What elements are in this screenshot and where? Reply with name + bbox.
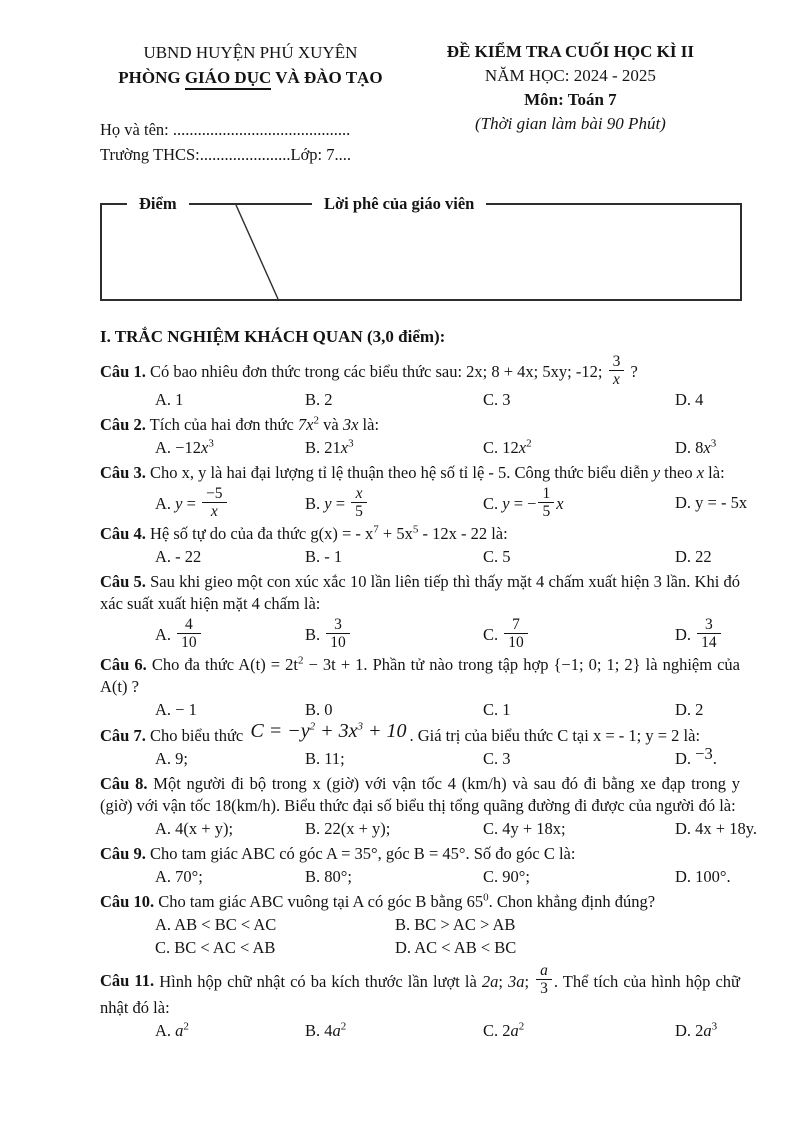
answer-options	[100, 437, 740, 459]
answer-options	[100, 699, 740, 721]
question-text: Cho x, y là hai đại lượng tỉ lệ thuận theo hệ số tỉ lệ - 5. Công thức biểu diễn y theo x là:	[145, 463, 725, 483]
answer-option: C. $2a^2$	[483, 1020, 525, 1041]
question-text: Hình hộp chữ nhật có ba kích thước lần lượt là 2a; 3a; $\frac{a}{3}$ . Thể tích của hình hộp chữ nhật đó là:	[100, 962, 740, 1018]
question-paragraph	[100, 414, 740, 436]
answer-option: A. $a^2$	[155, 1020, 189, 1041]
answer-option: C. 3	[483, 390, 511, 410]
answer-option: D. y = - 5x	[675, 492, 748, 512]
student-name-line: Họ và tên: ...........................................	[100, 120, 351, 139]
question-text: Cho biểu thức $C = -y^2 + 3x^3 + 10$ . Giá trị của biểu thức C tại x = - 1; y = 2 là:	[145, 720, 701, 746]
answer-option: B. - 1	[305, 547, 343, 567]
answer-options	[100, 866, 740, 888]
answer-option: A. 1	[155, 390, 184, 410]
question-label: Câu 4.	[100, 524, 146, 544]
answer-options	[100, 744, 740, 770]
answer-option: D. 2	[675, 700, 704, 720]
answer-option: C. 90°;	[483, 867, 530, 887]
question-block	[100, 414, 740, 459]
answer-option: C. $12x^2$	[483, 437, 532, 458]
question-paragraph	[100, 720, 740, 747]
school-year: NĂM HỌC: 2024 - 2025	[484, 66, 656, 85]
org-name	[100, 65, 401, 90]
answer-option: A. 4(x + y);	[155, 819, 234, 839]
answer-option: D. $2a^3$	[675, 1020, 718, 1041]
answer-option: B. y = $\frac{x}{5}$	[305, 485, 483, 520]
question-label: Câu 2.	[100, 415, 146, 435]
question-label: Câu 8.	[100, 774, 148, 794]
answer-option: A. - 22	[155, 547, 202, 567]
question-paragraph	[100, 962, 740, 1019]
teacher-comment-label: Lời phê của giáo viên	[312, 192, 486, 216]
answer-option: B. $\frac{3}{10}$	[305, 616, 483, 651]
question-paragraph	[100, 353, 740, 388]
question-text: Một người đi bộ trong x (giờ) với vận tốc 4 (km/h) và sau đó đi bằng xe đạp trong y (giờ) với vận tốc 18(km/h). Biểu thức đại số biểu thị tổng quãng đường đi được của người đó là:	[100, 774, 741, 816]
answer-option: C. 5	[483, 547, 511, 567]
answer-option: B. $21x^3$	[305, 437, 354, 458]
answer-option: A. − 1	[155, 700, 197, 720]
answer-options	[100, 546, 740, 568]
org-parent-name: UBND HUYỆN PHÚ XUYÊN	[143, 43, 358, 62]
answer-option: D. $\frac{3}{14}$	[675, 616, 740, 651]
student-info	[100, 117, 401, 167]
answer-option: B. 11;	[305, 749, 345, 769]
answer-option: D. 4	[675, 390, 704, 410]
answer-option: D. −3.	[675, 744, 717, 769]
question-block	[100, 891, 740, 959]
question-label: Câu 11.	[100, 971, 155, 991]
header-left-block	[100, 40, 401, 167]
question-label: Câu 6.	[100, 655, 147, 675]
answer-option: A. $\frac{4}{10}$	[155, 616, 305, 651]
answer-option: A. 70°;	[155, 867, 203, 887]
question-paragraph	[100, 523, 740, 545]
answer-options	[100, 485, 748, 521]
question-text: Cho đa thức $A(t) = 2t^2 - 3t + 1$. Phần tử nào trong tập hợp {−1; 0; 1; 2} là nghiệm của A(t) ?	[100, 654, 741, 697]
page-header	[100, 40, 740, 167]
question-block	[100, 843, 740, 888]
question-text: Cho tam giác ABC có góc A = 35°, góc B = 45°. Số đo góc C là:	[145, 844, 576, 864]
answer-option: C. y = − $\frac{1}{5}$ x	[483, 485, 564, 521]
score-divider-line	[102, 205, 740, 299]
answer-option: A. y = $\frac{-5}{x}$	[155, 485, 305, 520]
org-name-underlined: GIÁO DỤC	[185, 68, 271, 90]
question-paragraph	[100, 891, 740, 913]
question-block	[100, 654, 740, 721]
question-text: Tích của hai đơn thức $7x^2$ và 3x là:	[145, 414, 380, 435]
question-paragraph	[100, 571, 740, 615]
answer-option: D. AC < AB < BC	[395, 938, 517, 958]
question-block	[100, 962, 740, 1042]
answer-option: D. 100°.	[675, 867, 731, 887]
question-block	[100, 571, 740, 651]
subject-name: Môn: Toán 7	[524, 90, 617, 109]
question-block	[100, 720, 740, 770]
student-school-line: Trường THCS:......................Lớp: 7....	[100, 145, 352, 164]
question-text: Cho tam giác ABC vuông tại A có góc B bằng $65^0$. Chon khẳng định đúng?	[154, 891, 656, 912]
question-label: Câu 7.	[100, 726, 146, 746]
answer-option: D. 4x + 18y.	[675, 819, 758, 839]
answer-option: B. 22(x + y);	[305, 819, 391, 839]
answer-option: A. $-12x^3$	[155, 437, 214, 458]
answer-option: C. 4y + 18x;	[483, 819, 566, 839]
answer-option: A. 9;	[155, 749, 188, 769]
answer-option: C. $\frac{7}{10}$	[483, 616, 675, 651]
exam-duration: (Thời gian làm bài 90 Phút)	[474, 114, 666, 133]
answer-option: C. 3	[483, 749, 511, 769]
question-label: Câu 5.	[100, 572, 146, 592]
org-name-pre: PHÒNG	[118, 68, 185, 87]
question-text: Có bao nhiêu đơn thức trong các biểu thức sau: 2x; 8 + 4x; 5xy; -12; $\frac{3}{x}$ ?	[145, 353, 638, 389]
question-text: Sau khi gieo một con xúc xắc 10 lần liên tiếp thì thấy mặt 4 chấm xuất hiện 3 lần. Khi đó xác suất xuất hiện mặt 4 chấm là:	[100, 572, 740, 614]
question-paragraph	[100, 773, 740, 817]
answer-options	[100, 616, 740, 651]
answer-option: C. 1	[483, 700, 511, 720]
section-title: I. TRẮC NGHIỆM KHÁCH QUAN (3,0 điểm):	[100, 327, 446, 346]
answer-options	[100, 389, 740, 411]
answer-option: B. 0	[305, 700, 333, 720]
answer-option: D. 22	[675, 547, 712, 567]
question-label: Câu 1.	[100, 362, 146, 382]
answer-option: B. BC > AC > AB	[395, 915, 516, 935]
answer-option: B. 80°;	[305, 867, 352, 887]
org-name-post: VÀ ĐÀO TẠO	[271, 68, 383, 87]
exam-title: ĐỀ KIỂM TRA CUỐI HỌC KÌ II	[446, 42, 694, 61]
question-block	[100, 773, 758, 840]
header-right-block	[401, 40, 740, 167]
answer-options	[100, 1020, 740, 1042]
question-label: Câu 3.	[100, 463, 146, 483]
score-comment-box	[100, 194, 742, 301]
question-paragraph	[100, 462, 740, 484]
answer-options	[100, 914, 740, 959]
question-label: Câu 10.	[100, 892, 155, 912]
question-block	[100, 353, 740, 411]
answer-option: D. $8x^3$	[675, 437, 717, 458]
question-list	[100, 353, 758, 1042]
answer-options	[100, 818, 758, 840]
question-label: Câu 9.	[100, 844, 146, 864]
question-text: Hệ số tự do của đa thức g(x) = - $x^7 + 5x^5 - 12x - 22$ là:	[145, 523, 508, 544]
question-block	[100, 462, 748, 521]
score-label: Điểm	[127, 192, 189, 216]
question-paragraph	[100, 654, 740, 698]
question-paragraph	[100, 843, 740, 865]
answer-option: B. 2	[305, 390, 333, 410]
question-block	[100, 523, 740, 568]
answer-option: A. AB < BC < AC	[155, 915, 277, 935]
answer-option: C. BC < AC < AB	[155, 938, 276, 958]
answer-option: B. $4a^2$	[305, 1020, 347, 1041]
